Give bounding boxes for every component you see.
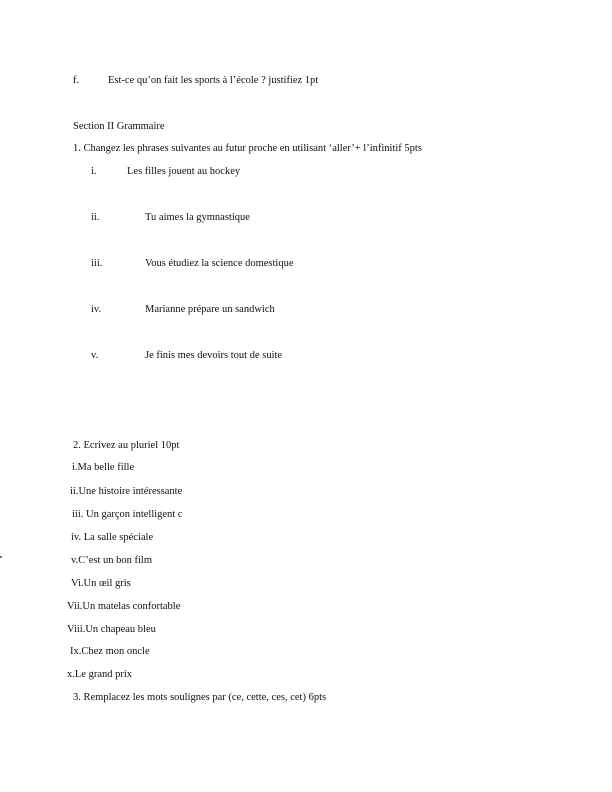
q1-item-3-marker: iii. [91,258,103,269]
q2-item-1: i.Ma belle fille [72,462,135,473]
q2-item-8: Viii.Un chapeau bleu [67,624,156,635]
q2-item-9: Ix.Chez mon oncle [70,646,150,657]
q2-item-3: iii. Un garçon intelligent c [72,509,183,520]
q1-item-2-text: Tu aimes la gymnastique [145,212,250,223]
margin-speck [0,556,2,558]
q3-prompt: 3. Remplacez les mots soulignes par (ce, cette, ces, cet) 6pts [73,692,327,703]
q2-item-10: x.Le grand prix [67,669,133,680]
q1-item-5-text: Je finis mes devoirs tout de suite [145,350,283,361]
q2-item-4: iv. La salle spéciale [71,532,154,543]
q1-item-1-marker: i. [91,166,97,177]
q1-item-3-text: Vous étudiez la science domestique [145,258,294,269]
q1-prompt: 1. Changez les phrases suivantes au futur proche en utilisant ‘aller’+ l’infinitif 5pts [73,143,422,154]
question-f-text: Est-ce qu’on fait les sports à l’école ? justifiez 1pt [108,75,319,86]
q2-item-2: ii.Une histoire intéressante [70,486,183,497]
q2-prompt: 2. Ecrivez au pluriel 10pt [73,440,180,451]
q1-item-2-marker: ii. [91,212,100,223]
q1-item-4-marker: iv. [91,304,102,315]
q2-item-5: v.C’est un bon film [71,555,152,566]
q1-item-5-marker: v. [91,350,99,361]
section-title: Section II Grammaire [73,121,165,132]
q1-item-4-text: Marianne prépare un sandwich [145,304,275,315]
q1-item-1-text: Les filles jouent au hockey [127,166,241,177]
question-f-marker: f. [73,75,80,86]
q2-item-6: Vi.Un œil gris [71,578,131,589]
q2-item-7: Vii.Un matelas confortable [67,601,181,612]
